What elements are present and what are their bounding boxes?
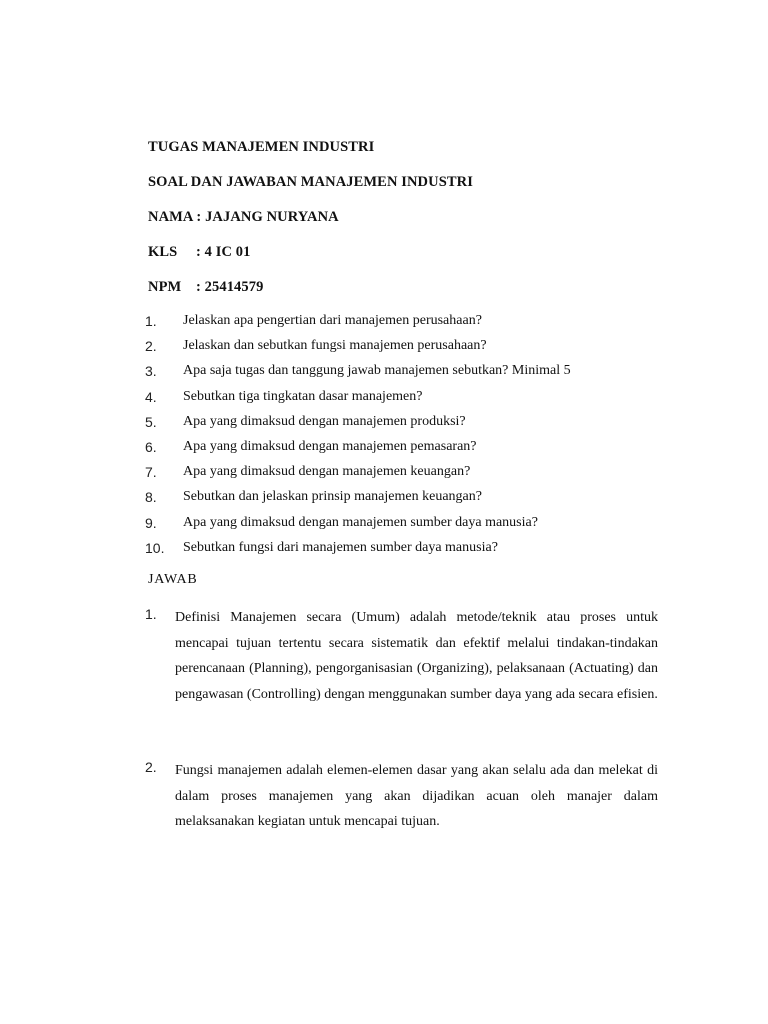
answer-text: Fungsi manajemen adalah elemen-elemen dasar yang akan selalu ada dan melekat di dalam proses manajemen yang akan dijadikan acuan oleh manajer dalam melaksanakan kegiatan untuk mencapai tujuan.	[175, 763, 658, 829]
class-label: KLS	[148, 244, 178, 260]
class-value: : 4 IC 01	[196, 244, 251, 260]
question-text: Sebutkan fungsi dari manajemen sumber daya manusia?	[183, 539, 498, 555]
question-list	[145, 312, 665, 564]
npm-label: NPM	[148, 279, 182, 295]
question-number: 4.	[145, 388, 157, 405]
question-text: Apa yang dimaksud dengan manajemen produksi?	[183, 413, 466, 429]
question-text: Jelaskan dan sebutkan fungsi manajemen perusahaan?	[183, 338, 487, 354]
answer-number: 1.	[145, 606, 157, 622]
question-text: Apa yang dimaksud dengan manajemen pemasaran?	[183, 438, 477, 454]
question-text: Sebutkan dan jelaskan prinsip manajemen keuangan?	[183, 489, 482, 505]
question-number: 7.	[145, 464, 157, 481]
question-number: 5.	[145, 413, 157, 430]
question-item	[145, 388, 665, 413]
student-class	[148, 243, 250, 261]
student-npm	[148, 278, 263, 296]
question-item	[145, 337, 665, 362]
answer-item	[145, 605, 658, 707]
student-name: NAMA : JAJANG NURYANA	[148, 209, 339, 225]
npm-value: : 25414579	[196, 279, 264, 295]
question-number: 3.	[145, 363, 157, 380]
document-subtitle: SOAL DAN JAWABAN MANAJEMEN INDUSTRI	[148, 174, 473, 190]
document-title: TUGAS MANAJEMEN INDUSTRI	[148, 139, 375, 155]
question-item	[145, 438, 665, 463]
answer-number: 2.	[145, 759, 157, 775]
question-number: 9.	[145, 514, 157, 531]
question-item	[145, 539, 665, 564]
question-number: 1.	[145, 313, 157, 329]
question-item	[145, 413, 665, 438]
answer-item	[145, 758, 658, 835]
question-item	[145, 514, 665, 539]
question-item	[145, 362, 665, 387]
question-number: 2.	[145, 338, 157, 355]
question-text: Apa yang dimaksud dengan manajemen keuangan?	[183, 464, 471, 480]
question-text: Apa saja tugas dan tanggung jawab manajemen sebutkan? Minimal 5	[183, 363, 571, 379]
question-item	[145, 463, 665, 488]
question-text: Jelaskan apa pengertian dari manajemen perusahaan?	[183, 313, 482, 328]
question-text: Sebutkan tiga tingkatan dasar manajemen?	[183, 388, 423, 404]
question-number: 8.	[145, 489, 157, 506]
answer-text: Definisi Manajemen secara (Umum) adalah metode/teknik atau proses untuk mencapai tujuan tertentu secara sistematik dan efektif melalui tindakan-tindakan perencanaan (Planning), pengorganisasian (Organizing), pelaksanaan (Actuating) dan pengawasan (Controlling) dengan menggunakan sumber daya yang ada secara efisien.	[175, 610, 658, 702]
question-item	[145, 488, 665, 513]
question-number: 10.	[145, 539, 165, 556]
question-number: 6.	[145, 438, 157, 455]
question-item	[145, 312, 665, 337]
answers-heading: JAWAB	[148, 572, 198, 587]
question-text: Apa yang dimaksud dengan manajemen sumber daya manusia?	[183, 514, 538, 530]
